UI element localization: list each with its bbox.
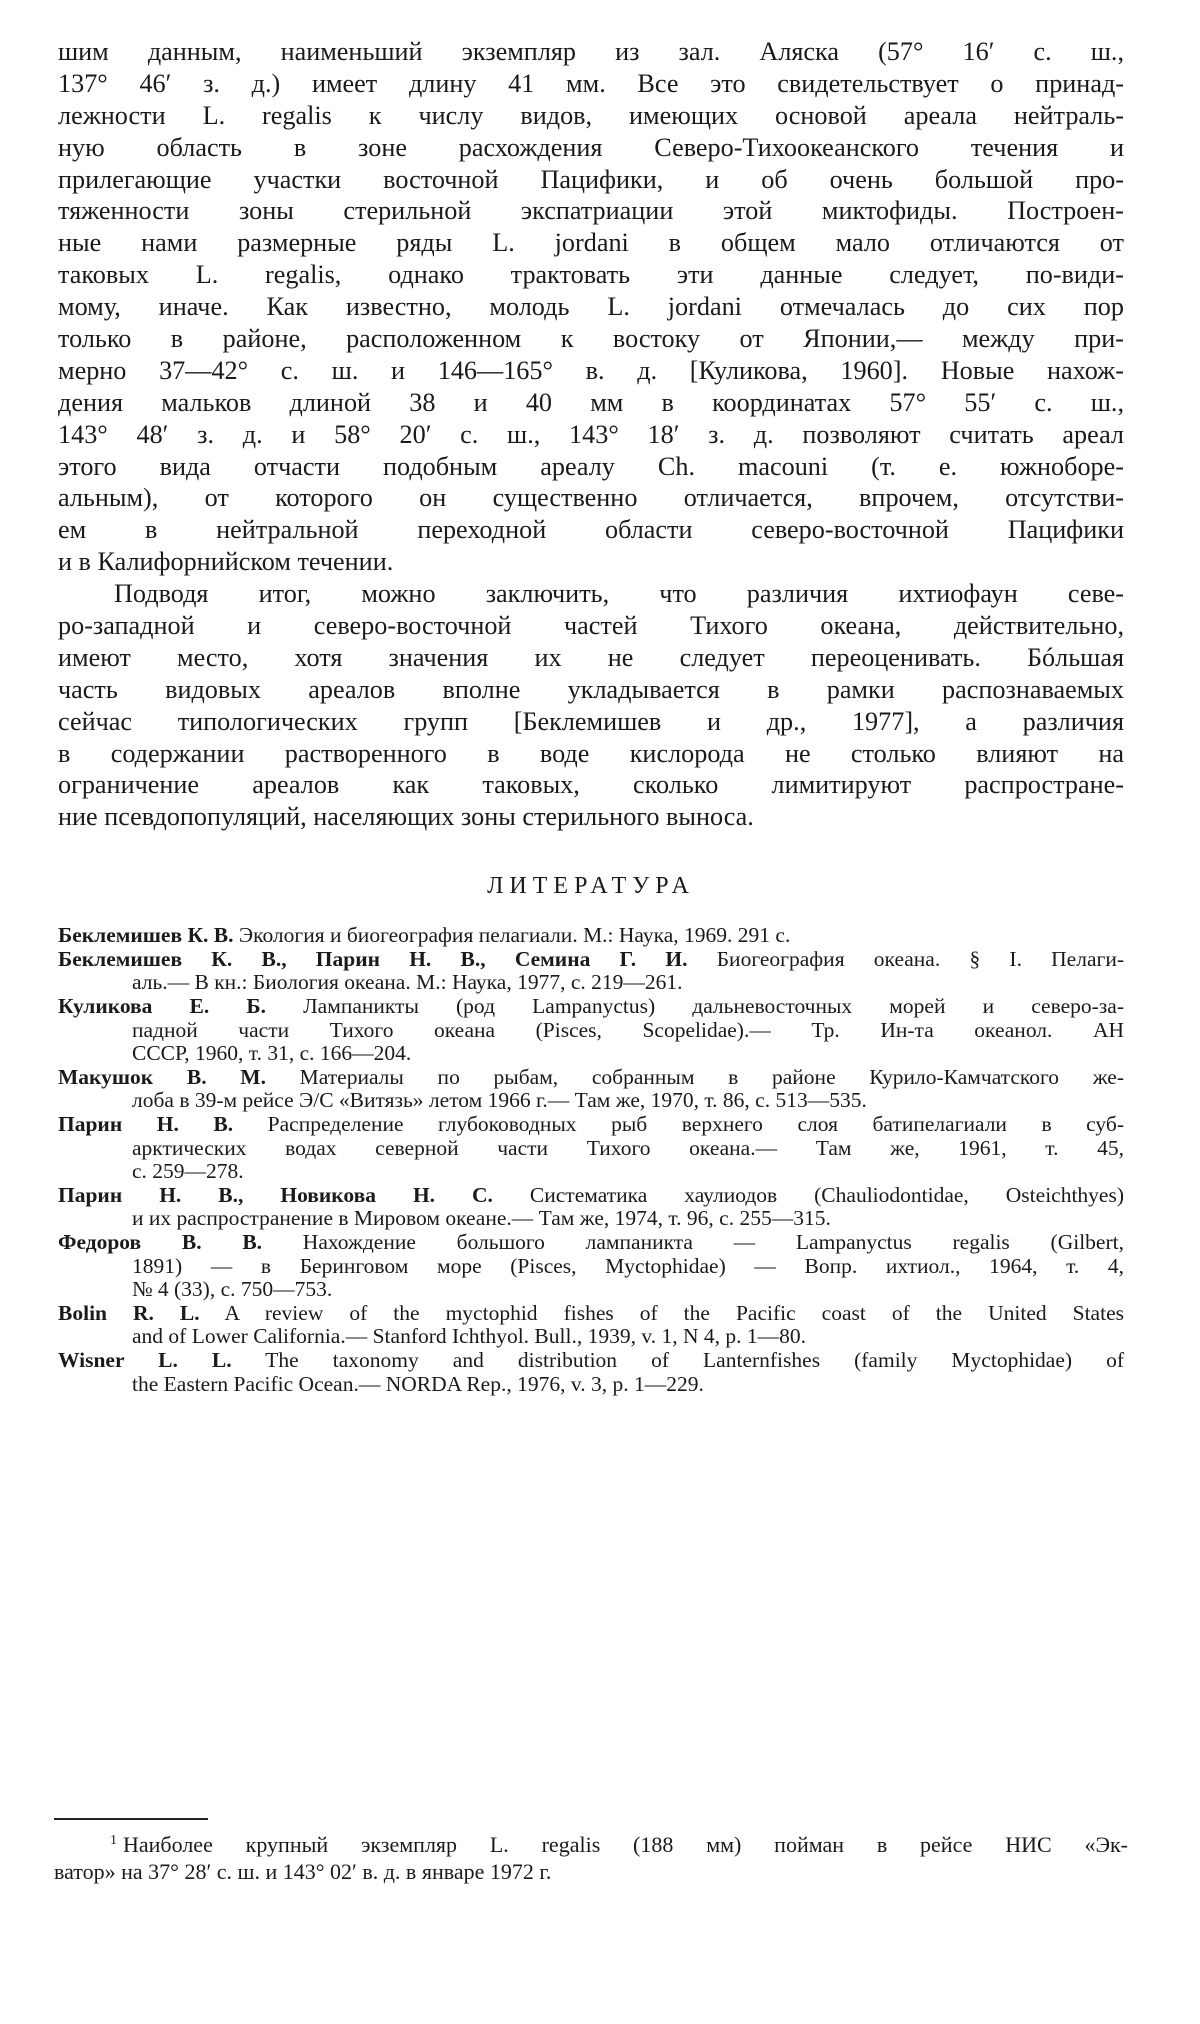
reference-author: Федоров В. В.: [58, 1230, 263, 1254]
reference-item: [58, 1066, 1124, 1113]
reference-line: 1891) — в Беринговом море (Pisces, Myctophidae) — Вопр. ихтиол., 1964, т. 4,: [132, 1254, 1124, 1278]
footnote: [54, 1832, 1128, 1885]
reference-line: арктических водах северной части Тихого океана.— Там же, 1961, т. 45,: [132, 1136, 1124, 1160]
body-paragraph-1: [58, 36, 1124, 578]
text-line: сейчас типологических групп [Беклемишев и др., 1977], а различия: [58, 706, 1124, 736]
text-line: шим данным, наименьший экземпляр из зал. Аляска (57° 16′ с. ш.,: [58, 37, 1124, 66]
reference-line: [58, 1113, 1124, 1137]
footnote-divider: [54, 1818, 208, 1820]
reference-author: Беклемишев К. В.: [58, 924, 234, 948]
reference-line: СССР, 1960, т. 31, с. 166—204.: [132, 1042, 412, 1066]
text-line: ограничение ареалов как таковых, сколько лимитируют распростране-: [58, 770, 1124, 800]
reference-item: [58, 1113, 1124, 1184]
text-line: 143° 48′ з. д. и 58° 20′ с. ш., 143° 18′ з. д. позволяют считать ареал: [58, 419, 1124, 449]
reference-author: Макушок В. М.: [58, 1065, 266, 1089]
reference-author: Парин Н. В., Новикова Н. С.: [58, 1183, 493, 1207]
reference-author: Парин Н. В.: [58, 1113, 234, 1137]
references-list: [58, 924, 1124, 1396]
text-line: имеют место, хотя значения их не следует переоценивать. Бóльшая: [58, 642, 1124, 672]
text-line: ную область в зоне расхождения Северо-Тихоокеанского течения и: [58, 132, 1124, 162]
text-line: мерно 37—42° с. ш. и 146—165° в. д. [Куликова, 1960]. Новые нахож-: [58, 355, 1124, 385]
footnote-text: Наиболее крупный экземпляр L. regalis (188 мм) пойман в рейсе НИС «Эк-: [123, 1832, 1128, 1857]
text-line: ем в нейтральной переходной области северо-восточной Пацифики: [58, 515, 1124, 545]
reference-text: Биогеография океана. § I. Пелаги-: [687, 947, 1124, 971]
reference-line: [58, 1231, 1124, 1255]
reference-line: аль.— В кн.: Биология океана. М.: Наука, 1977, с. 219—261.: [132, 971, 683, 995]
reference-author: Куликова Е. Б.: [58, 995, 266, 1019]
reference-text: Нахождение большого лампаникта — Lampanyctus regalis (Gilbert,: [262, 1230, 1124, 1254]
text-line: лежности L. regalis к числу видов, имеющих основой ареала нейтраль-: [58, 100, 1124, 130]
reference-text: Лампаникты (род Lampanyctus) дальневосточных морей и северо-за-: [265, 995, 1124, 1019]
reference-item: [58, 1349, 1124, 1396]
text-line: тяженности зоны стерильной экспатриации этой миктофиды. Построен-: [58, 196, 1124, 226]
text-line: этого вида отчасти подобным ареалу Ch. macouni (т. е. южноборе-: [58, 451, 1124, 481]
reference-author: Беклемишев К. В., Парин Н. В., Семина Г. И.: [58, 947, 688, 971]
reference-line: and of Lower California.— Stanford Ichthyol. Bull., 1939, v. 1, N 4, p. 1—80.: [132, 1325, 806, 1349]
reference-text: Экология и биогеография пелагиали. М.: Наука, 1969. 291 с.: [233, 924, 791, 948]
reference-line: № 4 (33), с. 750—753.: [132, 1278, 333, 1302]
references-heading: ЛИТЕРАТУРА: [487, 873, 695, 900]
reference-text: The taxonomy and distribution of Lanternfishes (family Myctophidae) of: [231, 1348, 1124, 1372]
text-line: часть видовых ареалов вполне укладывается в рамки распознаваемых: [58, 674, 1124, 704]
reference-line: с. 259—278.: [132, 1160, 244, 1184]
reference-line: лоба в 39-м рейсе Э/С «Витязь» летом 1966 г.— Там же, 1970, т. 86, с. 513—535.: [132, 1089, 867, 1113]
text-line: ные нами размерные ряды L. jordani в общем мало отличаются от: [58, 228, 1124, 258]
reference-text: Распределение глубоководных рыб верхнего слоя батипелагиали в суб-: [233, 1113, 1124, 1137]
text-line: дения мальков длиной 38 и 40 мм в координатах 57° 55′ с. ш.,: [58, 387, 1124, 417]
reference-item: [58, 924, 1124, 948]
reference-author: Wisner L. L.: [58, 1348, 232, 1372]
text-line: ние псевдопопуляций, населяющих зоны стерильного выноса.: [58, 802, 754, 832]
reference-author: Bolin R. L.: [58, 1301, 200, 1325]
reference-item: [58, 1231, 1124, 1302]
text-line: ро-западной и северо-восточной частей Тихого океана, действительно,: [58, 611, 1124, 641]
reference-line: [58, 1349, 1124, 1373]
reference-item: [58, 1184, 1124, 1231]
footnote-line: [54, 1832, 1128, 1859]
reference-line: [58, 1066, 1124, 1090]
text-line: 137° 46′ з. д.) имеет длину 41 мм. Все это свидетельствует о принад-: [58, 68, 1124, 98]
reference-line: [58, 1302, 1124, 1326]
body-paragraph-2: [58, 578, 1124, 833]
text-line: прилегающие участки восточной Пацифики, и об очень большой про-: [58, 164, 1124, 194]
reference-item: [58, 995, 1124, 1066]
page-body: [58, 36, 1124, 1396]
reference-line: [58, 924, 1124, 948]
text-line: только в районе, расположенном к востоку от Японии,— между при-: [58, 324, 1124, 354]
reference-text: Материалы по рыбам, собранным в районе Курило-Камчатского же-: [265, 1065, 1124, 1089]
text-line: Подводя итог, можно заключить, что различия ихтиофаун севе-: [114, 579, 1124, 609]
reference-line: [58, 1184, 1124, 1208]
reference-text: A review of the myctophid fishes of the Pacific coast of the United States: [199, 1301, 1124, 1325]
reference-text: Систематика хаулиодов (Chauliodontidae, Osteichthyes): [492, 1183, 1124, 1207]
text-line: альным), от которого он существенно отличается, впрочем, отсутстви-: [58, 483, 1124, 513]
reference-item: [58, 948, 1124, 995]
text-line: мому, иначе. Как известно, молодь L. jordani отмечалась до сих пор: [58, 292, 1124, 322]
reference-line: the Eastern Pacific Ocean.— NORDA Rep., 1976, v. 3, p. 1—229.: [132, 1372, 704, 1396]
reference-line: [58, 948, 1124, 972]
reference-line: падной части Тихого океана (Pisces, Scopelidae).— Тр. Ин-та океанол. АН: [132, 1018, 1124, 1042]
footnote-marker: 1: [110, 1832, 117, 1848]
footnote-line: ватор» на 37° 28′ с. ш. и 143° 02′ в. д. в январе 1972 г.: [54, 1858, 552, 1884]
text-line: и в Калифорнийском течении.: [58, 547, 394, 577]
text-line: в содержании растворенного в воде кислорода не столько влияют на: [58, 738, 1124, 768]
reference-item: [58, 1302, 1124, 1349]
text-line: таковых L. regalis, однако трактовать эти данные следует, по-види-: [58, 260, 1124, 290]
reference-line: [58, 995, 1124, 1019]
reference-line: и их распространение в Мировом океане.— Там же, 1974, т. 96, с. 255—315.: [132, 1207, 831, 1231]
